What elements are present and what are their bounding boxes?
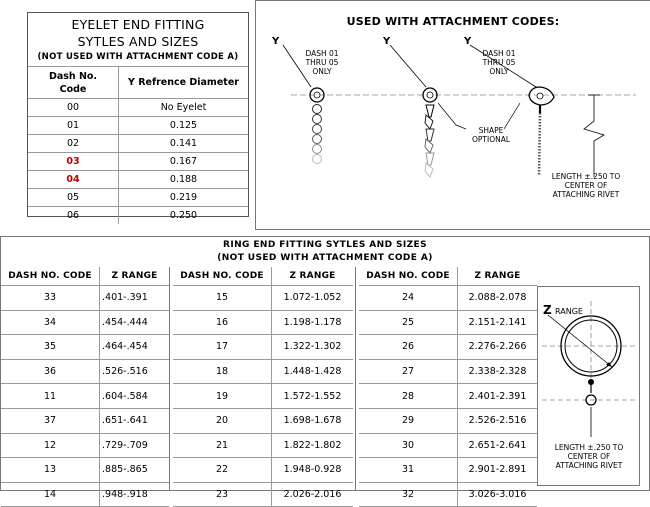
- eyelet-row: [28, 153, 248, 171]
- eyelet-dash-code: 06: [28, 207, 119, 225]
- ring-dash-code: 31: [359, 458, 458, 483]
- eyelet-y-diameter: 0.141: [119, 135, 249, 153]
- link-chain-figure: [423, 88, 437, 177]
- attachment-codes-title: USED WITH ATTACHMENT CODES:: [346, 15, 560, 28]
- ring-table-title: RING END FITTING SYTLES AND SIZES: [223, 240, 427, 250]
- ring-row: [1, 310, 169, 335]
- ring-dash-code: 28: [359, 384, 458, 409]
- ring-row: [359, 482, 537, 507]
- ring-row: [359, 458, 537, 483]
- ring-dash-code: 27: [359, 359, 458, 384]
- ring-row: [173, 482, 353, 507]
- z-range-header-3: Z RANGE: [458, 267, 538, 286]
- ring-z-range: 2.526-2.516: [458, 408, 538, 433]
- eyelet-y-diameter: 0.188: [119, 171, 249, 189]
- ring-row: [1, 458, 169, 483]
- eyelet-dash-code: 03: [28, 153, 119, 171]
- ring-dash-code: 37: [1, 408, 100, 433]
- ring-row: [359, 433, 537, 458]
- ring-z-range: .526-.516: [100, 359, 170, 384]
- eyelet-dash-code: 02: [28, 135, 119, 153]
- ring-row: [359, 310, 537, 335]
- ring-row: [359, 408, 537, 433]
- z-range-header-1: Z RANGE: [100, 267, 170, 286]
- ring-z-range: .401-.391: [100, 286, 170, 311]
- ring-z-range: 1.322-1.302: [272, 335, 354, 360]
- ring-row: [173, 335, 353, 360]
- ring-dash-code: 34: [1, 310, 100, 335]
- ring-row: [359, 286, 537, 311]
- shape-leader-a: [438, 103, 456, 125]
- ring-z-range: 2.338-2.328: [458, 359, 538, 384]
- ring-z-range: 1.072-1.052: [272, 286, 354, 311]
- ring-dash-code: 19: [173, 384, 272, 409]
- ring-table-subtitle: (NOT USED WITH ATTACHMENT CODE A): [217, 253, 433, 263]
- ring-row: [173, 286, 353, 311]
- attachment-drawing: [255, 0, 650, 230]
- z-letter: Z: [543, 303, 552, 317]
- ring-row: [1, 335, 169, 360]
- eyelet-dash-code: 01: [28, 117, 119, 135]
- ring-dash-code: 29: [359, 408, 458, 433]
- ring-z-range: 1.948-0.928: [272, 458, 354, 483]
- ring-dash-code: 32: [359, 482, 458, 507]
- eyelet-dash-code: 05: [28, 189, 119, 207]
- eyelet-dash-code: 04: [28, 171, 119, 189]
- ring-dash-code: 26: [359, 335, 458, 360]
- dash-code-header-3: DASH NO. CODE: [359, 267, 458, 286]
- ring-z-range: 2.276-2.266: [458, 335, 538, 360]
- ring-dash-code: 18: [173, 359, 272, 384]
- ring-dash-code: 21: [173, 433, 272, 458]
- y-label-3: Y: [464, 36, 472, 47]
- eyelet-row: [28, 99, 248, 117]
- ring-dash-code: 22: [173, 458, 272, 483]
- ring-row: [1, 286, 169, 311]
- ring-row: [359, 384, 537, 409]
- eyelet-table-subtitle: (NOT USED WITH ATTACHMENT CODE A): [37, 52, 239, 62]
- ring-dash-code: 25: [359, 310, 458, 335]
- ring-row: [173, 310, 353, 335]
- eyelet-dash-code: 00: [28, 99, 119, 117]
- range-word: RANGE: [555, 307, 583, 316]
- ring-size-table-2: [173, 267, 353, 507]
- eyelet-row: [28, 207, 248, 225]
- dash-note-2: DASH 01 THRU 05 ONLY: [482, 49, 516, 76]
- ring-z-range: .729-.709: [100, 433, 170, 458]
- ring-dash-code: 12: [1, 433, 100, 458]
- shape-optional-note: SHAPE OPTIONAL: [471, 126, 511, 144]
- ring-z-range: .651-.641: [100, 408, 170, 433]
- length-note-top: LENGTH ±.250 TO CENTER OF ATTACHING RIVET: [551, 172, 621, 199]
- ring-z-range: 2.651-2.641: [458, 433, 538, 458]
- ring-z-range: 2.901-2.891: [458, 458, 538, 483]
- length-note-ring: LENGTH ±.250 TO CENTER OF ATTACHING RIVET: [554, 443, 624, 470]
- ring-dash-code: 14: [1, 482, 100, 507]
- eyelet-row: [28, 117, 248, 135]
- ring-dash-code: 23: [173, 482, 272, 507]
- ring-z-range: 1.572-1.552: [272, 384, 354, 409]
- ring-z-range: .604-.584: [100, 384, 170, 409]
- length-dimension: [584, 95, 604, 177]
- dash-code-header: Dash No. Code: [28, 67, 119, 99]
- dash-note-1: DASH 01 THRU 05 ONLY: [305, 49, 339, 76]
- ring-row: [173, 433, 353, 458]
- y-diameter-header: Y Refrence Diameter: [119, 67, 249, 99]
- eyelet-y-diameter: 0.219: [119, 189, 249, 207]
- z-range-header-2: Z RANGE: [272, 267, 354, 286]
- eyelet-row: [28, 189, 248, 207]
- eyelet-table: [27, 12, 249, 221]
- ring-row: [173, 359, 353, 384]
- ring-z-range: 1.448-1.428: [272, 359, 354, 384]
- ring-z-range: 2.026-2.016: [272, 482, 354, 507]
- ring-size-table-1: [1, 267, 169, 507]
- ring-dash-code: 16: [173, 310, 272, 335]
- eyelet-y-diameter: No Eyelet: [119, 99, 249, 117]
- ball-chain-figure: [310, 88, 324, 164]
- ring-z-range: 1.198-1.178: [272, 310, 354, 335]
- dash-code-header-1: DASH NO. CODE: [1, 267, 100, 286]
- ring-size-table-3: [359, 267, 537, 507]
- ring-z-range: 2.401-2.391: [458, 384, 538, 409]
- eyelet-y-diameter: 0.167: [119, 153, 249, 171]
- ring-dash-code: 20: [173, 408, 272, 433]
- y-leader-2: [390, 45, 426, 87]
- eyelet-row: [28, 171, 248, 189]
- ring-z-range: 1.698-1.678: [272, 408, 354, 433]
- ring-dash-code: 36: [1, 359, 100, 384]
- ring-row: [173, 458, 353, 483]
- ring-z-range: .454-.444: [100, 310, 170, 335]
- ring-dash-code: 13: [1, 458, 100, 483]
- ring-z-range: 2.088-2.078: [458, 286, 538, 311]
- eyelet-y-diameter: 0.250: [119, 207, 249, 225]
- ring-dash-code: 33: [1, 286, 100, 311]
- ring-row: [359, 335, 537, 360]
- ring-z-range: 3.026-3.016: [458, 482, 538, 507]
- dash-code-header-2: DASH NO. CODE: [173, 267, 272, 286]
- ring-dash-code: 35: [1, 335, 100, 360]
- y-label-2: Y: [383, 36, 391, 47]
- y-label-1: Y: [272, 36, 280, 47]
- ring-dash-code: 17: [173, 335, 272, 360]
- ring-row: [359, 359, 537, 384]
- ring-z-range: .464-.454: [100, 335, 170, 360]
- ring-row: [1, 482, 169, 507]
- ring-dash-code: 15: [173, 286, 272, 311]
- eyelet-y-diameter: 0.125: [119, 117, 249, 135]
- ring-row: [1, 384, 169, 409]
- ring-row: [173, 408, 353, 433]
- ring-drawing: [537, 286, 640, 486]
- ring-dash-code: 30: [359, 433, 458, 458]
- ring-dash-code: 11: [1, 384, 100, 409]
- ring-row: [1, 359, 169, 384]
- ring-dash-code: 24: [359, 286, 458, 311]
- ring-row: [173, 384, 353, 409]
- ring-row: [1, 433, 169, 458]
- ring-z-range: .948-.918: [100, 482, 170, 507]
- ring-z-range: 1.822-1.802: [272, 433, 354, 458]
- ring-z-range: 2.151-2.141: [458, 310, 538, 335]
- cable-eyelet-figure: [529, 87, 554, 176]
- shape-leader-b: [456, 125, 466, 129]
- eyelet-row: [28, 135, 248, 153]
- eyelet-table-title: EYELET END FITTING SYTLES AND SIZES: [71, 17, 205, 49]
- eyelet-size-table: [28, 66, 248, 224]
- ring-row: [1, 408, 169, 433]
- ring-z-range: .885-.865: [100, 458, 170, 483]
